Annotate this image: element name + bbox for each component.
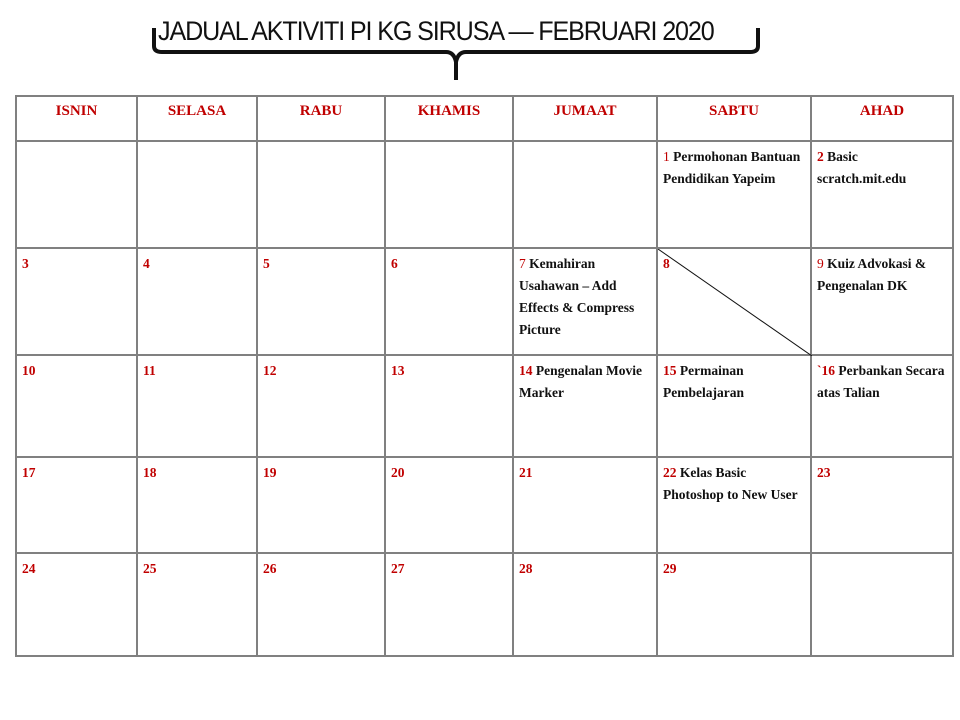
day-cell — [257, 141, 385, 248]
day-number: 3 — [22, 256, 29, 271]
title-banner — [150, 10, 762, 85]
week-row — [16, 141, 953, 248]
header-rabu: RABU — [257, 96, 385, 141]
day-number: 26 — [263, 561, 277, 576]
header-sabtu: SABTU — [657, 96, 811, 141]
day-number: 28 — [519, 561, 533, 576]
day-cell-12 — [257, 355, 385, 457]
day-number: 17 — [22, 465, 36, 480]
day-cell-26 — [257, 553, 385, 656]
event-text: Pengenalan Movie Marker — [519, 363, 642, 400]
day-number: 9 — [817, 256, 824, 271]
day-cell-19 — [257, 457, 385, 553]
day-cell-21 — [513, 457, 657, 553]
day-cell — [513, 141, 657, 248]
day-number: 2 — [817, 149, 824, 164]
day-number: 15 — [663, 363, 677, 378]
week-row — [16, 457, 953, 553]
day-cell — [811, 553, 953, 656]
day-number: 24 — [22, 561, 36, 576]
day-cell-5 — [257, 248, 385, 355]
day-number: 10 — [22, 363, 36, 378]
day-cell-7 — [513, 248, 657, 355]
day-cell-9 — [811, 248, 953, 355]
day-number: 6 — [391, 256, 398, 271]
day-cell-29 — [657, 553, 811, 656]
day-number: 8 — [663, 256, 670, 271]
day-cell-8 — [657, 248, 811, 355]
day-number: 11 — [143, 363, 156, 378]
day-cell-25 — [137, 553, 257, 656]
day-cell-10 — [16, 355, 137, 457]
day-number: 27 — [391, 561, 405, 576]
day-cell-13 — [385, 355, 513, 457]
day-number: 25 — [143, 561, 157, 576]
event-text: Basic scratch.mit.edu — [817, 149, 907, 186]
day-number: 4 — [143, 256, 150, 271]
header-ahad: AHAD — [811, 96, 953, 141]
event-text: Kuiz Advokasi & Pengenalan DK — [817, 256, 927, 293]
weekday-header-row — [16, 96, 953, 141]
day-number: 5 — [263, 256, 270, 271]
day-cell-18 — [137, 457, 257, 553]
day-cell-1 — [657, 141, 811, 248]
day-cell-2 — [811, 141, 953, 248]
day-cell-22 — [657, 457, 811, 553]
week-row — [16, 248, 953, 355]
day-cell — [137, 141, 257, 248]
header-jumaat: JUMAAT — [513, 96, 657, 141]
week-row — [16, 355, 953, 457]
day-cell-24 — [16, 553, 137, 656]
day-number: 21 — [519, 465, 533, 480]
day-number: 12 — [263, 363, 277, 378]
day-cell-27 — [385, 553, 513, 656]
event-text: Kemahiran Usahawan – Add Effects & Compress Picture — [519, 256, 635, 337]
day-cell-23 — [811, 457, 953, 553]
day-number: 14 — [519, 363, 533, 378]
day-cell-28 — [513, 553, 657, 656]
day-cell-11 — [137, 355, 257, 457]
day-cell-6 — [385, 248, 513, 355]
day-number: `16 — [817, 363, 835, 378]
event-text: Perbankan Secara atas Talian — [817, 363, 945, 400]
event-text: Kelas Basic Photoshop to New User — [663, 465, 798, 502]
day-cell-20 — [385, 457, 513, 553]
day-number: 18 — [143, 465, 157, 480]
day-number: 22 — [663, 465, 677, 480]
day-cell-17 — [16, 457, 137, 553]
day-cell-15 — [657, 355, 811, 457]
day-cell — [385, 141, 513, 248]
day-cell-16 — [811, 355, 953, 457]
day-cell-14 — [513, 355, 657, 457]
header-isnin: ISNIN — [16, 96, 137, 141]
event-text: Permohonan Bantuan Pendidikan Yapeim — [663, 149, 801, 186]
day-number: 7 — [519, 256, 526, 271]
day-number: 19 — [263, 465, 277, 480]
header-khamis: KHAMIS — [385, 96, 513, 141]
page-title: JADUAL AKTIVITI PI KG SIRUSA — FEBRUARI 2020 — [158, 16, 714, 46]
day-number: 13 — [391, 363, 405, 378]
day-number: 1 — [663, 149, 670, 164]
day-number: 23 — [817, 465, 831, 480]
week-row — [16, 553, 953, 656]
day-cell-4 — [137, 248, 257, 355]
day-cell-3 — [16, 248, 137, 355]
header-selasa: SELASA — [137, 96, 257, 141]
day-cell — [16, 141, 137, 248]
event-text: Permainan Pembelajaran — [663, 363, 744, 400]
calendar-table — [15, 95, 954, 657]
day-number: 29 — [663, 561, 677, 576]
day-number: 20 — [391, 465, 405, 480]
